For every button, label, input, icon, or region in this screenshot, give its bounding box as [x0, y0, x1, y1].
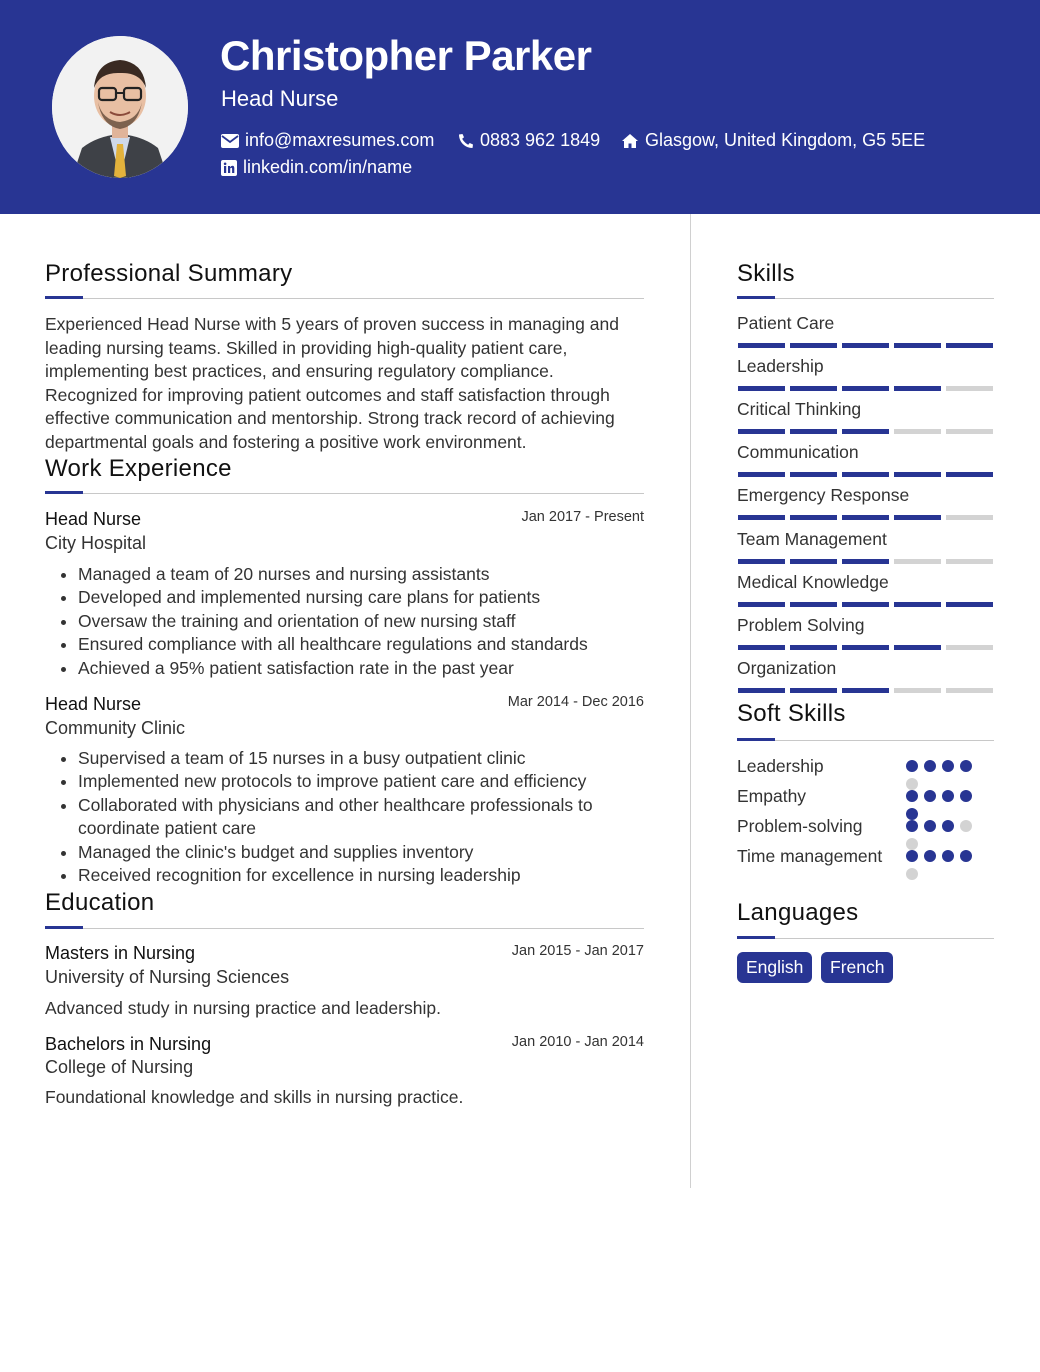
skill-level-bar: [738, 515, 993, 520]
soft-skill-dots: [906, 760, 981, 790]
education-dates: Jan 2015 - Jan 2017: [511, 943, 644, 959]
soft-skill-dot: [942, 820, 954, 832]
soft-skill-dot: [906, 838, 918, 850]
school-name: University of Nursing Sciences: [45, 967, 290, 987]
soft-skill-dot: [960, 760, 972, 772]
degree-title: Bachelors in Nursing: [45, 1034, 212, 1054]
skill-level-segment: [946, 559, 993, 564]
skills-heading: Skills: [737, 260, 795, 287]
skill-level-segment: [894, 602, 941, 607]
skill-level-segment: [842, 559, 889, 564]
soft-skill-dot: [942, 790, 954, 802]
skill-level-segment: [842, 515, 889, 520]
skill-label: Team Management: [737, 528, 887, 549]
job-bullet: • Supervised a team of 15 nurses in a busy outpatient clinic: [78, 747, 658, 770]
soft-skill-dot: [942, 760, 954, 772]
job-bullet: • Ensured compliance with all healthcare regulations and standards: [78, 633, 658, 656]
skill-level-segment: [790, 472, 837, 477]
skill-level-segment: [946, 343, 993, 348]
skill-level-segment: [842, 602, 889, 607]
email-contact[interactable]: [221, 130, 434, 151]
job-bullet: • Implemented new protocols to improve patient care and efficiency: [78, 770, 658, 793]
skill-label: Communication: [737, 442, 859, 463]
skill-level-segment: [738, 472, 785, 477]
skill-level-segment: [894, 429, 941, 434]
linkedin-icon: [221, 160, 237, 176]
skill-level-segment: [842, 688, 889, 693]
job-company: City Hospital: [45, 533, 147, 553]
skill-level-segment: [842, 343, 889, 348]
skill-label: Problem Solving: [737, 614, 865, 635]
skill-level-segment: [946, 645, 993, 650]
job-title: Head Nurse: [45, 509, 142, 529]
skill-level-bar: [738, 602, 993, 607]
soft-skill-dot: [906, 850, 918, 862]
experience-heading: Work Experience: [45, 455, 232, 482]
soft-skill-dot: [960, 790, 972, 802]
soft-skill-dot: [942, 850, 954, 862]
education-rule: [45, 928, 644, 929]
language-badge: French: [821, 952, 893, 983]
education-heading: Education: [45, 889, 155, 916]
column-divider: [690, 214, 691, 1188]
skill-level-segment: [946, 515, 993, 520]
degree-title: Masters in Nursing: [45, 943, 196, 963]
skill-level-segment: [946, 386, 993, 391]
skill-level-segment: [946, 429, 993, 434]
skill-level-segment: [738, 386, 785, 391]
skill-label: Critical Thinking: [737, 399, 862, 420]
soft-skill-dot: [906, 820, 918, 832]
skill-level-segment: [790, 429, 837, 434]
soft-skill-dots: [906, 850, 981, 880]
candidate-name: Christopher Parker: [220, 32, 592, 79]
skill-level-segment: [790, 602, 837, 607]
skill-level-segment: [790, 688, 837, 693]
summary-text: Experienced Head Nurse with 5 years of proven success in managing and leading nursing teams. Skilled in providing high-quality patient care, implementing best practices, and ensuring regulatory compliance. Recognized for improving patient outcomes and staff satisfaction through effective communication and mentorship. Strong track record of achieving departmental goals and fostering a positive work environment.: [45, 314, 619, 452]
skill-level-segment: [842, 472, 889, 477]
soft-skill-label: Leadership: [737, 756, 824, 776]
skill-level-bar: [738, 343, 993, 348]
job-bullets: [45, 747, 658, 887]
job-bullet: • Oversaw the training and orientation of new nursing staff: [78, 610, 658, 633]
soft-skill-dot: [924, 760, 936, 772]
soft-skill-dot: [960, 820, 972, 832]
skill-level-segment: [894, 559, 941, 564]
envelope-icon: [221, 134, 239, 148]
skill-level-bar: [738, 472, 993, 477]
skill-level-segment: [738, 645, 785, 650]
email-text: info@maxresumes.com: [245, 130, 435, 150]
soft-skill-dot: [906, 808, 918, 820]
linkedin-contact[interactable]: [221, 157, 412, 178]
soft-skill-dots: [906, 820, 981, 850]
skill-label: Emergency Response: [737, 485, 910, 506]
summary-rule: [45, 298, 644, 299]
soft-skill-dot: [906, 778, 918, 790]
profile-photo: [52, 36, 188, 178]
education-description: Foundational knowledge and skills in nursing practice.: [45, 1087, 464, 1107]
soft-skill-label: Empathy: [737, 786, 807, 806]
skill-level-segment: [790, 343, 837, 348]
skill-level-segment: [894, 515, 941, 520]
candidate-title: Head Nurse: [221, 86, 339, 111]
phone-icon: [458, 133, 474, 149]
linkedin-text: linkedin.com/in/name: [243, 157, 413, 177]
job-bullet: • Managed the clinic's budget and supplies inventory: [78, 841, 658, 864]
language-badge: English: [737, 952, 812, 983]
languages-rule: [737, 938, 994, 939]
job-title: Head Nurse: [45, 694, 142, 714]
job-bullet: • Achieved a 95% patient satisfaction rate in the past year: [78, 657, 658, 680]
job-bullet: • Managed a team of 20 nurses and nursing assistants: [78, 563, 658, 586]
skill-level-segment: [738, 429, 785, 434]
soft-skill-dot: [906, 868, 918, 880]
skill-level-segment: [738, 515, 785, 520]
skill-level-segment: [738, 559, 785, 564]
soft-skills-heading: Soft Skills: [737, 700, 846, 727]
skill-level-bar: [738, 559, 993, 564]
skill-level-segment: [894, 645, 941, 650]
soft-skill-dot: [924, 850, 936, 862]
job-dates: Mar 2014 - Dec 2016: [507, 694, 644, 710]
summary-heading: Professional Summary: [45, 260, 293, 287]
soft-skill-dot: [924, 820, 936, 832]
skill-level-bar: [738, 645, 993, 650]
skill-label: Leadership: [737, 356, 824, 377]
job-dates: Jan 2017 - Present: [521, 509, 644, 525]
languages-heading: Languages: [737, 899, 859, 926]
skill-level-segment: [894, 472, 941, 477]
skill-level-segment: [946, 602, 993, 607]
soft-skill-label: Problem-solving: [737, 816, 863, 836]
job-bullets: [45, 563, 658, 680]
experience-rule: [45, 493, 644, 494]
skill-level-segment: [842, 386, 889, 391]
job-company: Community Clinic: [45, 718, 186, 738]
soft-skills-rule: [737, 740, 994, 741]
resume-header: [0, 0, 1040, 214]
home-icon: [621, 133, 639, 149]
skill-level-bar: [738, 688, 993, 693]
skill-level-segment: [946, 688, 993, 693]
skills-rule: [737, 298, 994, 299]
education-dates: Jan 2010 - Jan 2014: [511, 1034, 644, 1050]
skill-level-bar: [738, 386, 993, 391]
skill-level-segment: [894, 343, 941, 348]
skill-level-segment: [946, 472, 993, 477]
skill-level-segment: [790, 515, 837, 520]
skill-level-segment: [790, 559, 837, 564]
soft-skill-dot: [924, 790, 936, 802]
skill-level-segment: [790, 645, 837, 650]
skill-level-segment: [790, 386, 837, 391]
soft-skill-dots: [906, 790, 981, 820]
phone-contact[interactable]: [458, 130, 600, 151]
skill-label: Patient Care: [737, 313, 835, 333]
skill-level-bar: [738, 429, 993, 434]
job-bullet: • Developed and implemented nursing care plans for patients: [78, 586, 658, 609]
education-description: Advanced study in nursing practice and leadership.: [45, 998, 441, 1018]
skill-level-segment: [738, 343, 785, 348]
skill-level-segment: [738, 602, 785, 607]
skill-label: Organization: [737, 657, 837, 678]
job-bullet: • Collaborated with physicians and other healthcare professionals to coordinate patient care: [78, 794, 658, 841]
skill-level-segment: [738, 688, 785, 693]
phone-text: 0883 962 1849: [480, 130, 601, 150]
location-text: Glasgow, United Kingdom, G5 5EE: [645, 130, 926, 150]
soft-skill-dot: [906, 790, 918, 802]
soft-skill-dot: [906, 760, 918, 772]
skill-label: Medical Knowledge: [737, 571, 889, 592]
soft-skill-dot: [960, 850, 972, 862]
location-contact: [621, 130, 925, 151]
school-name: College of Nursing: [45, 1057, 194, 1077]
skill-level-segment: [842, 429, 889, 434]
job-bullet: • Received recognition for excellence in nursing leadership: [78, 864, 658, 887]
skill-level-segment: [894, 386, 941, 391]
skill-level-segment: [842, 645, 889, 650]
soft-skill-label: Time management: [737, 846, 883, 866]
skill-level-segment: [894, 688, 941, 693]
